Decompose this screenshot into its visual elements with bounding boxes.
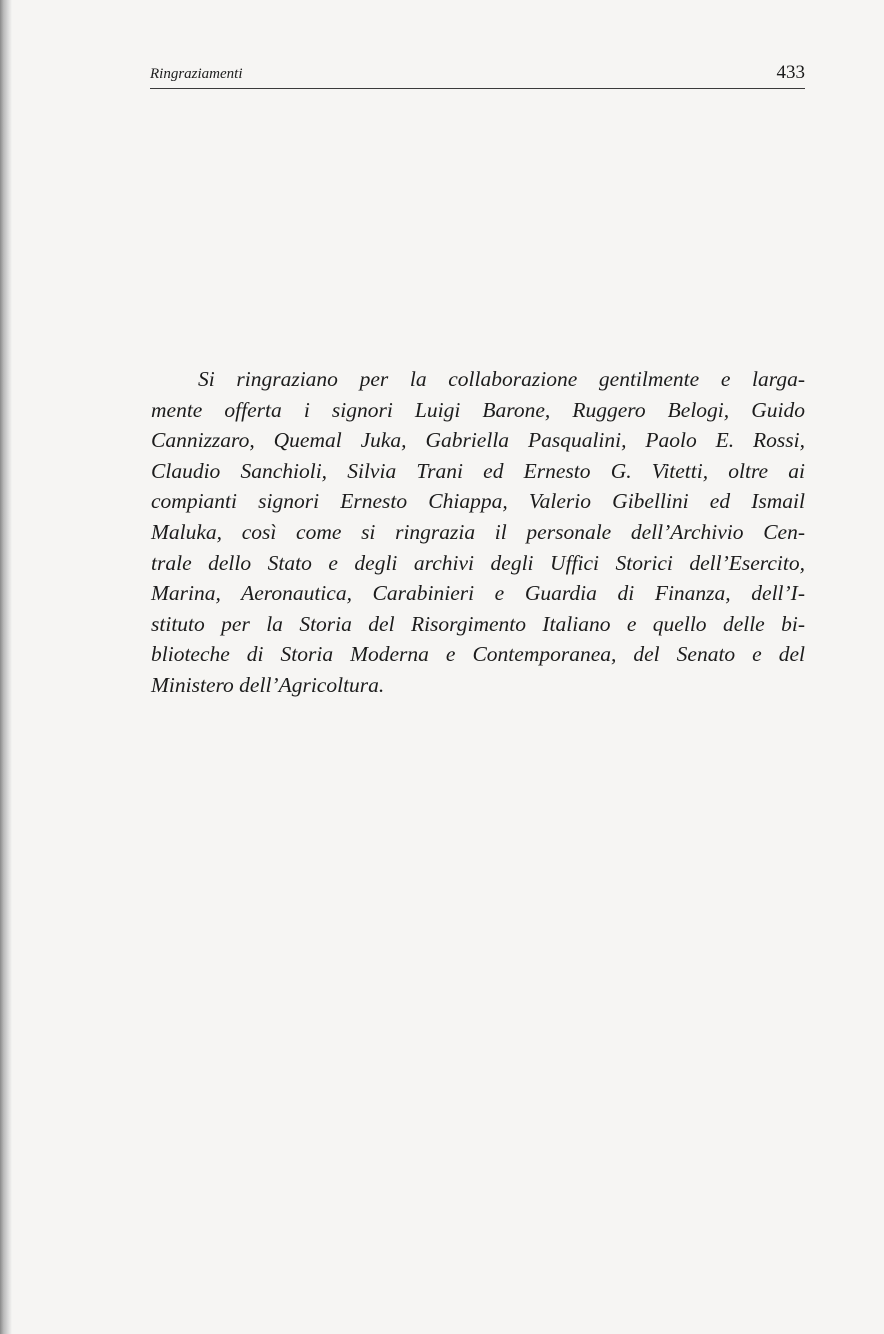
text-line: trale dello Stato e degli archivi degli Uffici Storici dell’Esercito,: [151, 550, 805, 575]
text-line: blioteche di Storia Moderna e Contemporanea, del Senato e del: [151, 642, 805, 667]
page-number: 433: [776, 62, 805, 83]
text-line: compianti signori Ernesto Chiappa, Valerio Gibellini ed Ismail: [151, 489, 805, 514]
running-title: Ringraziamenti: [150, 66, 243, 82]
running-head: [150, 62, 805, 89]
text-line: Maluka, così come si ringrazia il personale dell’Archivio Cen-: [151, 519, 805, 544]
text-line: Si ringraziano per la collaborazione gentilmente e larga-: [198, 367, 805, 391]
text-line: mente offerta i signori Luigi Barone, Ruggero Belogi, Guido: [151, 397, 805, 422]
text-line: Ministero dell’Agricoltura.: [151, 672, 385, 697]
text-line: Claudio Sanchioli, Silvia Trani ed Ernesto G. Vitetti, oltre ai: [151, 458, 805, 483]
text-line: stituto per la Storia del Risorgimento Italiano e quello delle bi-: [151, 611, 805, 636]
binding-shadow: [0, 0, 12, 1334]
text-line: Marina, Aeronautica, Carabinieri e Guardia di Finanza, dell’I-: [151, 581, 805, 606]
acknowledgements-paragraph: [151, 364, 805, 701]
text-line: Cannizzaro, Quemal Juka, Gabriella Pasqualini, Paolo E. Rossi,: [151, 428, 805, 453]
